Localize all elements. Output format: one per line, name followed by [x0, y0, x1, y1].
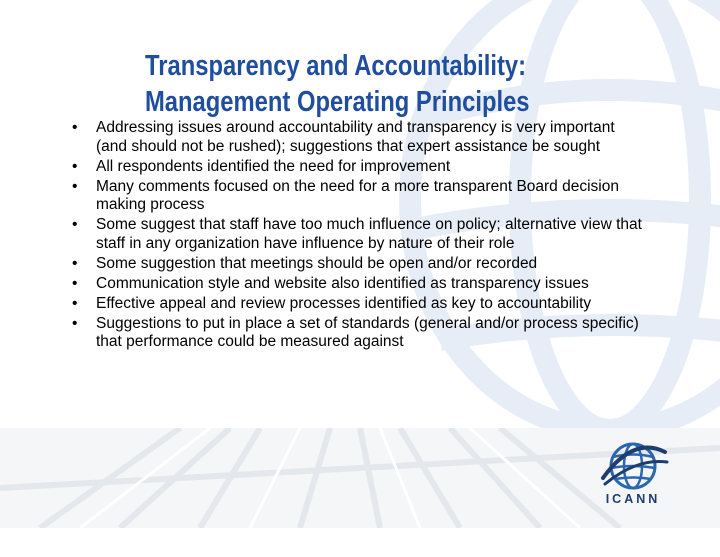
globe-icon — [583, 440, 683, 492]
bullet-item — [72, 255, 642, 274]
bullet-text: Suggestions to put in place a set of standards (general and/or process specific) that performance could be measured against — [96, 314, 639, 350]
bullet-text: All respondents identified the need for improvement — [96, 157, 451, 175]
bullet-glyph: • — [72, 177, 78, 195]
bullet-text: Some suggest that staff have too much influence on policy; alternative view that staff in any organization have influence by nature of their role — [96, 216, 642, 252]
icann-wordmark: ICANN — [605, 492, 661, 506]
bullet-glyph: • — [72, 254, 78, 272]
bullet-text: Effective appeal and review processes identified as key to accountability — [96, 294, 592, 312]
bullet-text: Communication style and website also identified as transparency issues — [96, 274, 589, 292]
bullet-list — [72, 119, 642, 353]
bullet-glyph: • — [72, 119, 78, 136]
bullet-item — [72, 119, 642, 156]
bullet-glyph: • — [72, 314, 78, 332]
bullet-glyph: • — [72, 216, 78, 233]
bullet-glyph: • — [72, 294, 78, 312]
bullet-item — [72, 315, 642, 352]
bullet-item — [72, 178, 642, 215]
icann-logo — [583, 440, 683, 520]
bullet-item — [72, 275, 642, 294]
slide-title-line-2: Management Operating Principles — [145, 86, 530, 118]
bullet-text: Addressing issues around accountability and transparency is very important (and should not be rushed); suggestions that expert assistance be sought — [96, 119, 615, 155]
bullet-glyph: • — [72, 157, 78, 175]
bullet-item — [72, 295, 642, 314]
bullet-item — [72, 158, 642, 177]
bullet-text: Many comments focused on the need for a more transparent Board decision making process — [96, 177, 619, 213]
bullet-item — [72, 216, 642, 253]
bullet-text: Some suggestion that meetings should be open and/or recorded — [96, 254, 538, 272]
slide-title — [145, 48, 604, 120]
slide-title-line-1: Transparency and Accountability: — [145, 50, 527, 82]
bullet-glyph: • — [72, 274, 78, 292]
